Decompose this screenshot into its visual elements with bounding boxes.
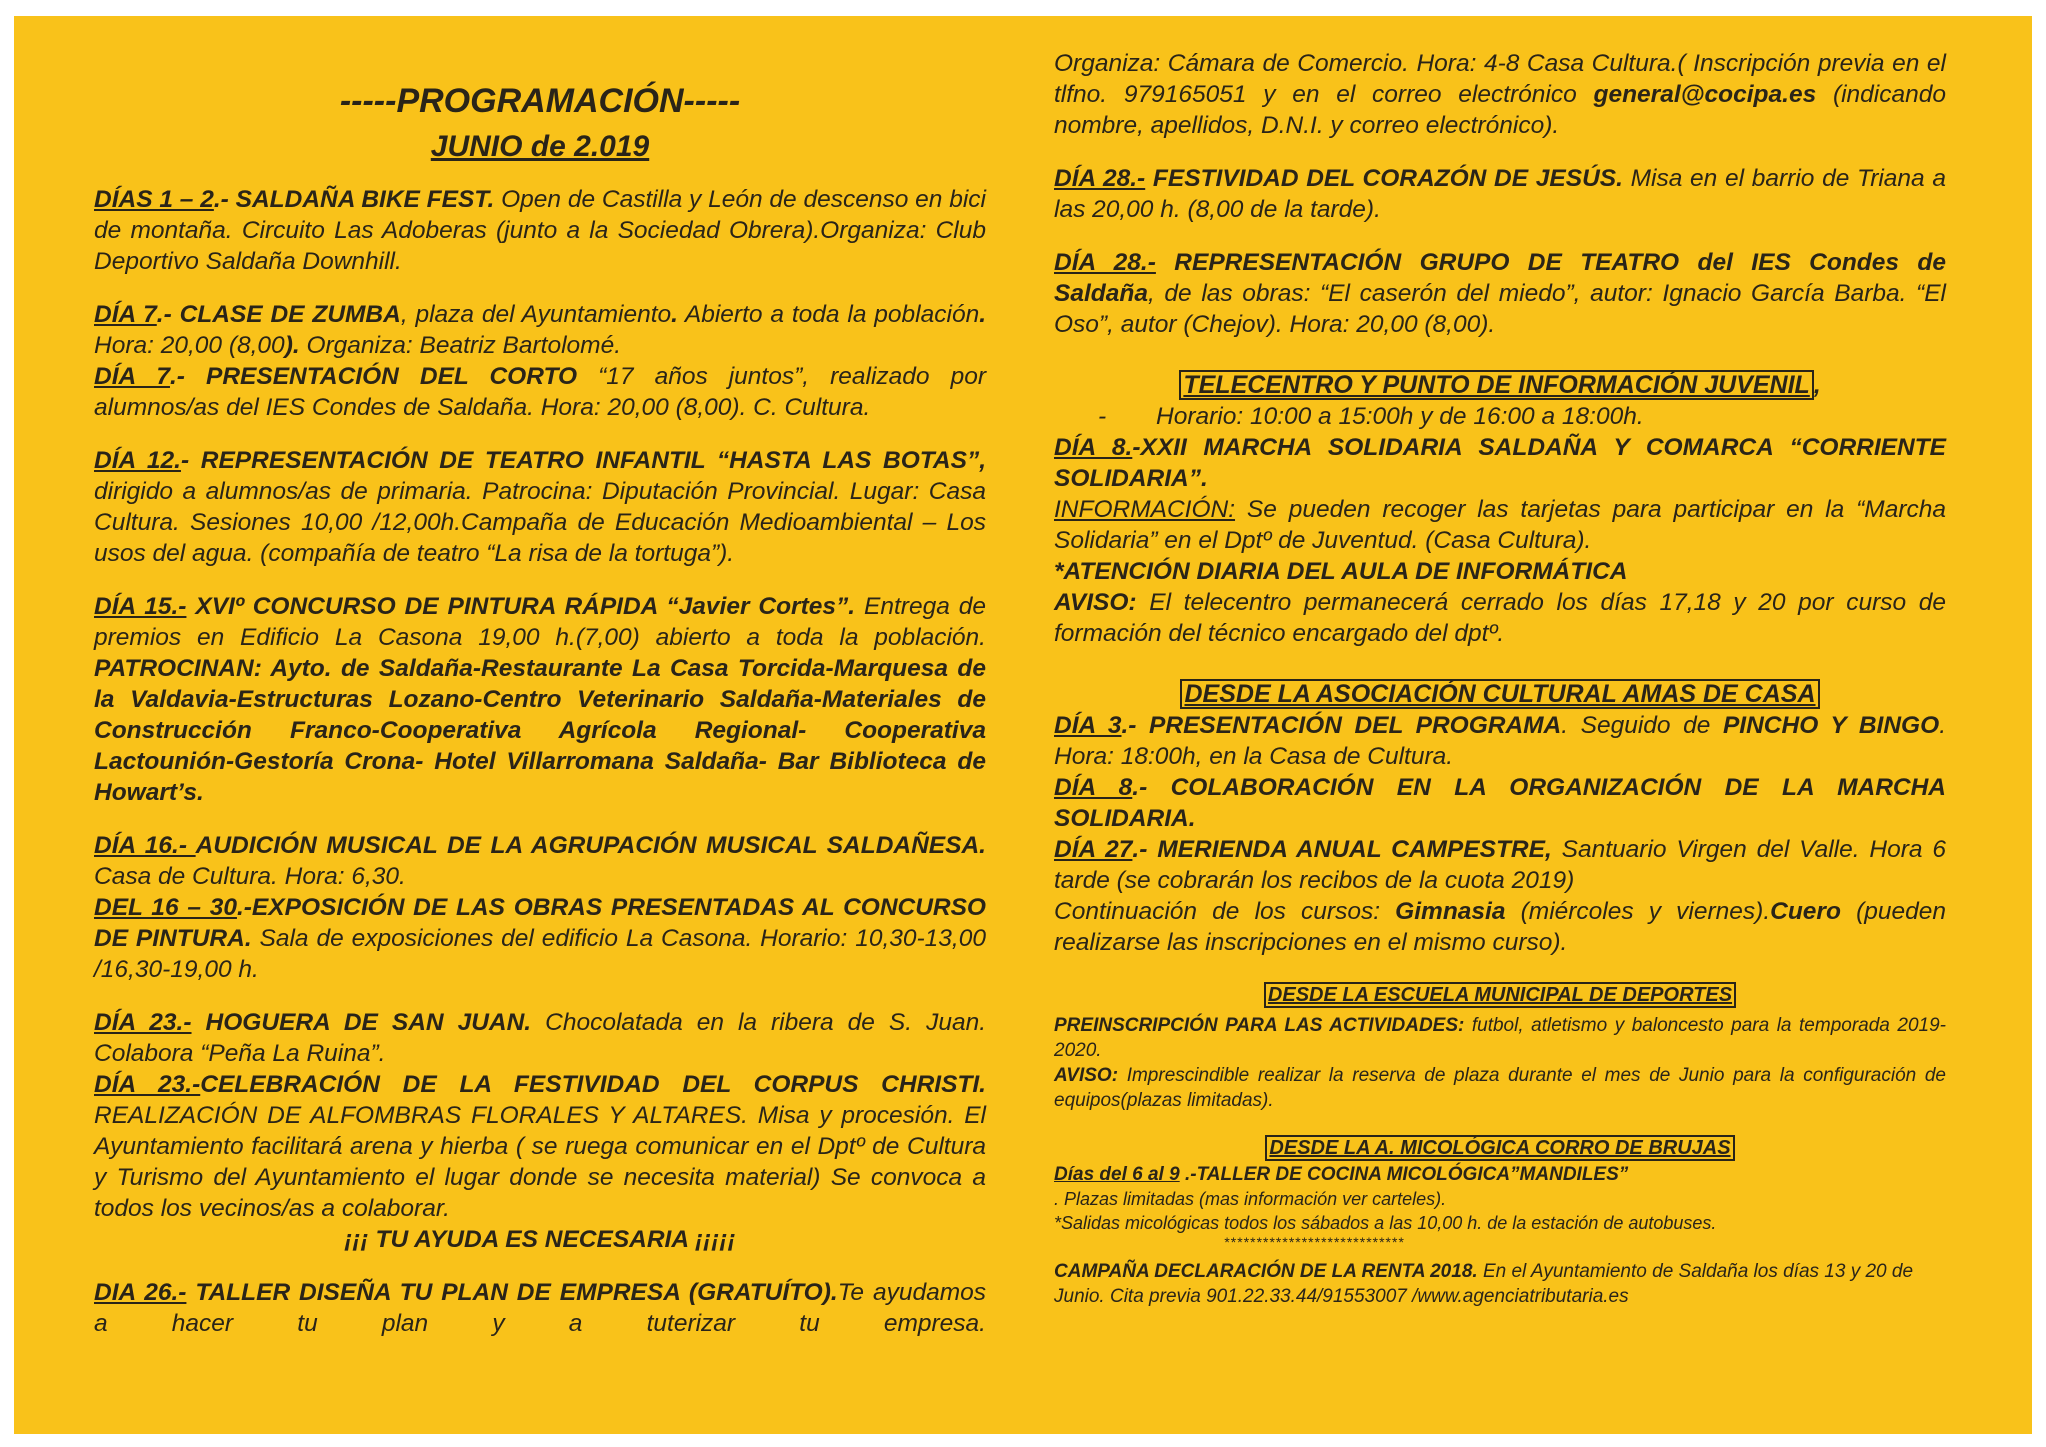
event-title: FESTIVIDAD DEL CORAZÓN DE JESÚS. (1145, 165, 1623, 192)
event-date: DÍA 16.- (94, 832, 196, 859)
pre-text: futbol, atletismo y baloncesto para la temporada 2019-2020. (1054, 1015, 1946, 1061)
event-title: PRESENTACIÓN DEL CORTO (205, 363, 578, 390)
event-text: , de las obras: “El caserón del miedo”, autor: Ignacio García Barba. “El Oso”, autor (Chejov). Hora: 20,00 (8,00). (1054, 280, 1946, 338)
event-text: Misa en el barrio de Triana a las 20,00 h. (8,00 de la tarde). (1054, 165, 1947, 223)
aula-informatica: *ATENCIÓN DIARIA DEL AULA DE INFORMÁTICA (1054, 558, 1628, 585)
event-corpus (94, 1069, 986, 1224)
right-column (1054, 16, 1946, 1309)
stars-divider: **************************** (1223, 1234, 1405, 1250)
event-corazon-jesus (1054, 163, 1946, 225)
event-text: (pueden realizarse las inscripciones en el mismo curso). (1054, 898, 1947, 956)
event-hoguera (94, 1007, 986, 1069)
separator: .- (1132, 836, 1158, 863)
event-text: (indicando nombre, apellidos, D.N.I. y correo electrónico). (1054, 81, 1947, 139)
aviso-text: El telecentro permanecerá cerrado los días 17,18 y 20 por curso de formación del técnico encargado del dptº. (1054, 589, 1946, 647)
hours-text: Horario: 10:00 a 15:00h y de 16:00 a 18:00h. (1156, 403, 1644, 430)
event-date: DÍAS 1 – 2 (94, 186, 214, 213)
flyer-sheet (14, 16, 2032, 1434)
event-title: -XXII MARCHA SOLIDARIA SALDAÑA Y COMARCA “CORRIENTE SOLIDARIA”. (1054, 434, 1946, 492)
micologica-taller (1054, 1162, 1946, 1187)
event-text: Santuario Virgen del Valle. Hora 6 tarde (se cobrarán los recibos de la cuota 2019) (1054, 836, 1947, 894)
event-date: DÍA 12. (94, 447, 181, 474)
separator: .- (1121, 712, 1150, 739)
micologica-salidas: *Salidas micológicas todos los sábados a las 10,00 h. de la estación de autobuses. (1054, 1213, 1717, 1233)
course-name: Cuero (1770, 898, 1841, 925)
event-text: Abierto a toda la población (677, 301, 980, 328)
telecentro-hours (1054, 401, 1946, 432)
event-date: Días del 6 al 9 (1054, 1164, 1180, 1185)
aviso-label: AVISO: (1054, 1065, 1119, 1086)
event-date: DÍA 28.- (1054, 249, 1156, 276)
amas-dia-27 (1054, 834, 1946, 896)
renta-campaign (1054, 1259, 1914, 1309)
event-text: Hora: 20,00 (8,00 (94, 332, 285, 359)
email-address: general@cocipa.es (1593, 81, 1817, 108)
separator: ). (284, 332, 300, 359)
event-title: PINCHO Y BINGO (1722, 712, 1940, 739)
event-date: DÍA 15.- (94, 593, 187, 620)
event-title: CELEBRACIÓN DE LA FESTIVIDAD DEL CORPUS CHRISTI. (200, 1071, 986, 1098)
event-marcha-solidaria (1054, 432, 1946, 494)
event-date: DÍA 23.- (94, 1009, 192, 1036)
event-title: .- COLABORACIÓN EN LA ORGANIZACIÓN DE LA MARCHA SOLIDARIA. (1054, 774, 1946, 832)
telecentro-aviso (1054, 587, 1946, 649)
dash: - (1098, 403, 1107, 430)
event-date: DÍA 8. (1054, 434, 1133, 461)
event-text: REALIZACIÓN DE ALFOMBRAS FLORALES Y ALTARES. Misa y procesión. El Ayuntamiento facilitará arena y hierba ( se ruega comunicar en el Dptº de Cultura y Turismo del Ayuntamiento el lugar donde se necesita material) Se convoca a todos los vecinos/as a colaborar. (94, 1102, 986, 1222)
event-text: En el Ayuntamiento de Saldaña los días 13 y 20 de Junio. Cita previa 901.22.33.44/91553007 /www.agenciatributaria.es (1054, 1261, 1914, 1307)
amas-dia-8 (1054, 772, 1946, 834)
deportes-preinscripcion (1054, 1013, 1946, 1063)
event-text: . Seguido de (1561, 712, 1723, 739)
course-name: Gimnasia (1395, 898, 1506, 925)
month-heading: JUNIO de 2.019 (430, 130, 650, 163)
event-date: DÍA 23.- (94, 1071, 201, 1098)
event-camara-comercio (1054, 48, 1946, 141)
event-title: REPRESENTACIÓN DE TEATRO INFANTIL “HASTA LAS BOTAS”, (200, 447, 987, 474)
event-concurso-pintura (94, 591, 986, 808)
event-text: Sala de exposiciones del edificio La Casona. Horario: 10,30-13,00 /16,30-19,00 h. (94, 925, 986, 983)
event-taller-empresa (94, 1277, 986, 1339)
event-date: DIA 26.- (94, 1279, 187, 1306)
event-title: .-TALLER DE COCINA MICOLÓGICA”MANDILES” (1179, 1164, 1629, 1185)
section-telecentro (1054, 370, 1946, 401)
separator: . (979, 301, 987, 328)
aviso-label: AVISO: (1054, 589, 1137, 616)
marcha-info (1054, 494, 1946, 556)
aviso-text: Imprescindible realizar la reserva de plaza durante el mes de Junio para la configuración de equipos(plazas limitadas). (1054, 1065, 1946, 1111)
event-title: AUDICIÓN MUSICAL DE LA AGRUPACIÓN MUSICAL SALDAÑESA. (195, 832, 986, 859)
event-date: DÍA 3 (1054, 712, 1122, 739)
event-title: XVIº CONCURSO DE PINTURA RÁPIDA “Javier Cortes”. (186, 593, 856, 620)
event-title: CAMPAÑA DECLARACIÓN DE LA RENTA 2018. (1054, 1261, 1478, 1282)
event-bike-fest (94, 184, 986, 277)
event-title: REPRESENTACIÓN GRUPO DE TEATRO del IES Condes de Saldaña (1054, 249, 1946, 307)
section-heading: DESDE LA A. MICOLÓGICA CORRO DE BRUJAS (1265, 1135, 1734, 1161)
event-title: CLASE DE ZUMBA (179, 301, 401, 328)
event-title: HOGUERA DE SAN JUAN. (191, 1009, 532, 1036)
event-text: , plaza del Ayuntamiento (400, 301, 672, 328)
event-text: dirigido a alumnos/as de primaria. Patrocina: Diputación Provincial. Lugar: Casa Cultura. Sesiones 10,00 /12,00h.Campaña de Educación Medioambiental – Los usos del agua. (compañía de teatro “La risa de la tortuga”). (94, 478, 986, 567)
separator: - (180, 447, 201, 474)
section-heading: DESDE LA ESCUELA MUNICIPAL DE DEPORTES (1264, 982, 1736, 1008)
event-title: PRESENTACIÓN DEL PROGRAMA (1149, 712, 1562, 739)
event-text: Casa de Cultura. Hora: 6,30. (94, 863, 406, 890)
page-title: -----PROGRAMACIÓN----- (339, 82, 741, 120)
left-column (94, 16, 986, 1339)
event-date: DÍA 28.- (1054, 165, 1146, 192)
event-corto (94, 361, 986, 423)
event-text: Continuación de los cursos: (1054, 898, 1396, 925)
event-date: DÍA 7 (94, 301, 157, 328)
event-text: Chocolatada en la ribera de S. Juan. Colabora “Peña La Ruina”. (94, 1009, 987, 1067)
event-title: MERIENDA ANUAL CAMPESTRE, (1157, 836, 1552, 863)
section-micologica (1054, 1131, 1946, 1162)
event-date: DÍA 27 (1054, 836, 1133, 863)
deportes-aviso (1054, 1063, 1946, 1113)
event-date: DÍA 8 (1054, 774, 1133, 801)
event-title: SALDAÑA BIKE FEST. (235, 186, 495, 213)
event-teatro-infantil (94, 445, 986, 569)
event-text: Organiza: Cámara de Comercio. Hora: 4-8 Casa Cultura.( Inscripción previa en el tlfno. 979165051 y en el correo electrónico (1054, 50, 1946, 108)
section-heading: TELECENTRO Y PUNTO DE INFORMACIÓN JUVENIL (1179, 370, 1813, 400)
section-deportes (1054, 980, 1946, 1011)
event-date: DEL 16 – 30 (94, 894, 237, 921)
event-title: TALLER DISEÑA TU PLAN DE EMPRESA (GRATUÍTO). (186, 1279, 838, 1306)
event-title: .-EXPOSICIÓN DE LAS OBRAS PRESENTADAS AL CONCURSO DE PINTURA. (94, 894, 986, 952)
event-zumba (94, 299, 986, 361)
event-audicion (94, 830, 986, 892)
separator: .- (156, 301, 180, 328)
separator: . (671, 301, 678, 328)
amas-cursos (1054, 896, 1946, 958)
event-text: (miércoles y viernes). (1505, 898, 1771, 925)
micologica-plazas: . Plazas limitadas (mas información ver carteles). (1054, 1189, 1447, 1209)
event-date: DÍA 7 (94, 363, 170, 390)
info-label: INFORMACIÓN: (1054, 496, 1236, 523)
event-text: Open de Castilla y León de descenso en bici de montaña. Circuito Las Adoberas (junto a la Sociedad Obrera).Organiza: Club Deportivo Saldaña Downhill. (94, 186, 986, 275)
pre-label: PREINSCRIPCIÓN PARA LAS ACTIVIDADES: (1054, 1015, 1465, 1036)
sponsors-text: PATROCINAN: Ayto. de Saldaña-Restaurante La Casa Torcida-Marquesa de la Valdavia-Estructuras Lozano-Centro Veterinario Saldaña-Materiales de Construcción Franco-Cooperativa Agrícola Regional- Cooperativa Lactounión-Gestoría Crona- Hotel Villarromana Saldaña- Bar Biblioteca de Howart’s. (94, 655, 986, 806)
separator: .- (213, 186, 236, 213)
section-amas-de-casa (1054, 679, 1946, 710)
info-text: Se pueden recoger las tarjetas para participar en la “Marcha Solidaria” en el Dptº de Juventud. (Casa Cultura). (1054, 496, 1946, 554)
slogan: ¡¡¡ TU AYUDA ES NECESARIA ¡¡¡¡¡ (344, 1226, 736, 1253)
section-heading: DESDE LA ASOCIACIÓN CULTURAL AMAS DE CASA (1180, 679, 1819, 709)
event-teatro-ies (1054, 247, 1946, 340)
event-text: Te ayudamos a hacer tu plan y a tuterizar tu empresa. (94, 1279, 987, 1337)
event-text: . Hora: 18:00h, en la Casa de Cultura. (1054, 712, 1946, 770)
event-exposicion (94, 892, 986, 985)
separator: , (1813, 372, 1821, 399)
event-text: Organiza: Beatriz Bartolomé. (299, 332, 622, 359)
event-text: “17 años juntos”, realizado por alumnos/as del IES Condes de Saldaña. Hora: 20,00 (8,00). C. Cultura. (94, 363, 987, 421)
amas-dia-3 (1054, 710, 1946, 772)
separator: .- (169, 363, 206, 390)
event-text: Entrega de premios en Edificio La Casona 19,00 h.(7,00) abierto a toda la población. (94, 593, 986, 651)
